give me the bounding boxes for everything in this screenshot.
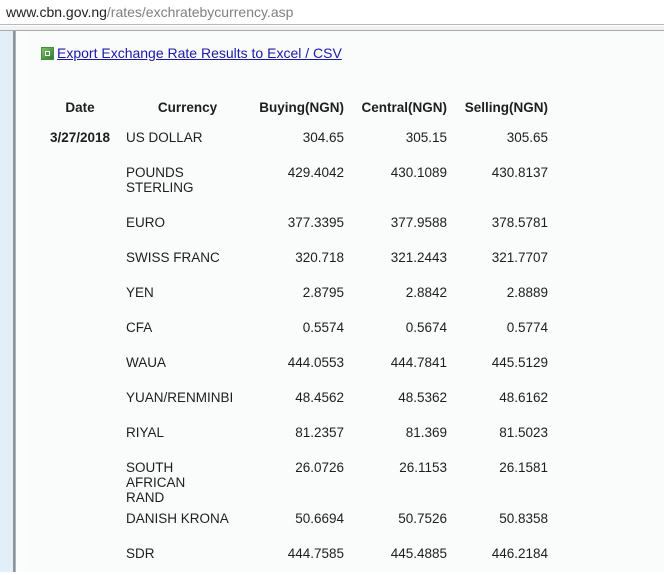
cell-central: 48.5362: [398, 390, 447, 405]
table-row: [34, 159, 548, 209]
header-buying: Buying(NGN): [259, 99, 344, 115]
cell-selling: 0.5774: [506, 320, 548, 335]
cell-central: 430.1089: [390, 165, 447, 180]
cell-central: 2.8842: [405, 285, 447, 300]
export-excel-csv-link[interactable]: [41, 45, 342, 61]
cell-selling: 305.65: [506, 130, 548, 145]
cell-date: [34, 505, 126, 540]
cell-currency: SOUTH AFRICAN RAND: [126, 460, 186, 505]
cell-currency: RIYAL: [126, 425, 165, 440]
cell-selling: 446.2184: [491, 546, 548, 561]
cell-central: 50.7526: [398, 511, 447, 526]
excel-icon: [41, 47, 54, 60]
url-host: www.cbn.gov.ng: [6, 4, 107, 20]
cell-buying: 48.4562: [295, 390, 344, 405]
cell-selling: 81.5023: [499, 425, 548, 440]
cell-date: [34, 279, 126, 314]
cell-central: 445.4885: [390, 546, 447, 561]
cell-central: 321.2443: [390, 250, 447, 265]
cell-date: [34, 349, 126, 384]
cell-buying: 2.8795: [302, 285, 344, 300]
table-row: [34, 314, 548, 349]
table-header-row: [34, 90, 548, 124]
cell-selling: 378.5781: [491, 215, 548, 230]
cell-currency: SDR: [126, 546, 155, 561]
cell-currency: DANISH KRONA: [126, 511, 229, 526]
cell-currency: YEN: [126, 285, 154, 300]
cell-date: [34, 314, 126, 349]
cell-central: 81.369: [405, 425, 447, 440]
url-path: /rates/exchratebycurrency.asp: [106, 4, 294, 20]
cell-buying: 0.5574: [302, 320, 344, 335]
cell-central: 305.15: [405, 130, 447, 145]
cell-selling: 26.1581: [499, 460, 548, 475]
exchange-rate-table: [34, 90, 548, 575]
cell-buying: 429.4042: [287, 165, 344, 180]
cell-buying: 320.718: [295, 250, 344, 265]
table-row: [34, 384, 548, 419]
header-selling: Selling(NGN): [464, 99, 548, 115]
cell-buying: 444.0553: [287, 355, 344, 370]
cell-selling: 48.6162: [499, 390, 548, 405]
table-row: [34, 419, 548, 454]
table-row: [34, 540, 548, 575]
table-row: [34, 279, 548, 314]
cell-buying: 304.65: [302, 130, 344, 145]
table-row: [34, 124, 548, 159]
cell-date: [34, 540, 126, 575]
cell-buying: 26.0726: [295, 460, 344, 475]
cell-buying: 377.3395: [287, 215, 344, 230]
export-link-label: Export Exchange Rate Results to Excel / CSV: [57, 45, 342, 61]
cell-buying: 50.6694: [295, 511, 344, 526]
header-date: Date: [65, 99, 95, 115]
cell-selling: 321.7707: [491, 250, 548, 265]
table-row: [34, 505, 548, 540]
address-bar[interactable]: [0, 0, 664, 25]
cell-currency: POUNDS STERLING: [126, 165, 194, 195]
cell-buying: 81.2357: [295, 425, 344, 440]
cell-date: [34, 454, 126, 505]
cell-currency: EURO: [126, 215, 166, 230]
cell-currency: SWISS FRANC: [126, 250, 220, 265]
cell-currency: CFA: [126, 320, 153, 335]
header-currency: Currency: [157, 99, 218, 115]
page-left-margin: [0, 31, 13, 572]
cell-selling: 445.5129: [491, 355, 548, 370]
table-row: [34, 454, 548, 505]
cell-central: 0.5674: [405, 320, 447, 335]
cell-date: 3/27/2018: [49, 130, 111, 145]
cell-selling: 50.8358: [499, 511, 548, 526]
header-central: Central(NGN): [361, 99, 447, 115]
cell-selling: 2.8889: [506, 285, 548, 300]
cell-date: [34, 419, 126, 454]
cell-date: [34, 244, 126, 279]
cell-central: 444.7841: [390, 355, 447, 370]
table-row: [34, 209, 548, 244]
cell-currency: US DOLLAR: [126, 130, 203, 145]
cell-currency: WAUA: [126, 355, 166, 370]
cell-date: [34, 159, 126, 209]
cell-buying: 444.7585: [287, 546, 344, 561]
table-row: [34, 244, 548, 279]
cell-selling: 430.8137: [491, 165, 548, 180]
table-row: [34, 349, 548, 384]
cell-currency: YUAN/RENMINBI: [126, 390, 234, 405]
cell-central: 377.9588: [390, 215, 447, 230]
cell-central: 26.1153: [399, 460, 447, 475]
cell-date: [34, 384, 126, 419]
cell-date: [34, 209, 126, 244]
